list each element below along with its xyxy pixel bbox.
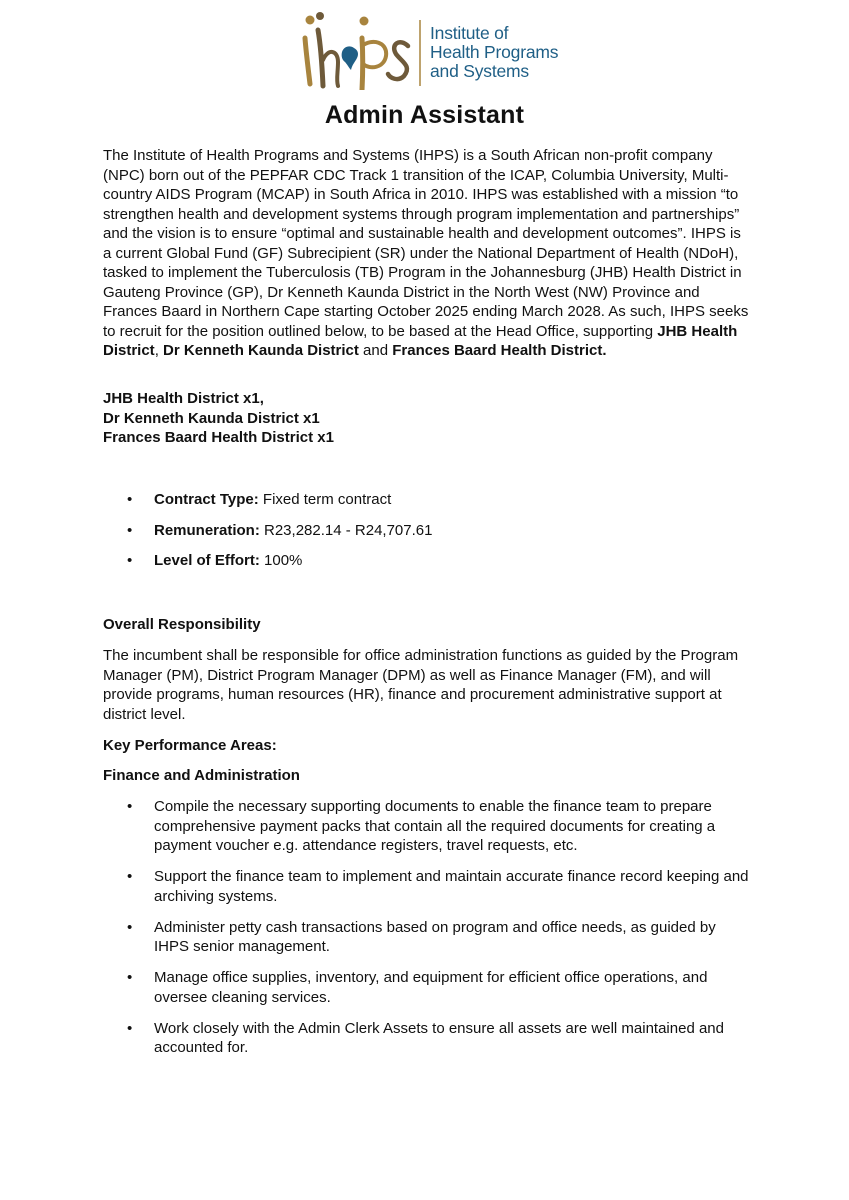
detail-label: Level of Effort: <box>154 552 260 569</box>
list-item-text: Work closely with the Admin Clerk Assets to ensure all assets are well maintained and accounted for. <box>154 1019 724 1056</box>
logo-line-2: Health Programs <box>430 42 559 62</box>
intro-sep-2: and <box>358 342 393 359</box>
intro-bold-jhb: JHB Health District <box>103 322 738 359</box>
bullet-icon: • <box>127 969 133 986</box>
logo-line-1: Institute of <box>430 23 509 43</box>
intro-bold-kaunda: Dr Kenneth Kaunda District <box>163 342 359 359</box>
bullet-icon: • <box>127 868 133 885</box>
district-item: Dr Kenneth Kaunda District x1 <box>103 409 320 427</box>
overall-responsibility-text: The incumbent shall be responsible for office administration functions as guided by the Program Manager (PM), District Program Manager (DPM) as well as Finance Manager (FM), and will provide programs, human resources (HR), finance and procurement administrative support at district level. <box>103 647 739 723</box>
finance-admin-list <box>103 797 753 1069</box>
list-item <box>103 968 753 1007</box>
district-item: JHB Health District x1, <box>103 390 264 407</box>
intro-paragraph <box>103 146 753 361</box>
overall-responsibility-heading: Overall Responsibility <box>103 616 261 633</box>
page-title: Admin Assistant <box>324 101 525 129</box>
district-item: Frances Baard Health District x1 <box>103 429 334 446</box>
list-item-text: Support the finance team to implement and maintain accurate finance record keeping and archiving systems. <box>154 868 749 905</box>
bullet-icon: • <box>127 491 133 508</box>
bullet-icon: • <box>127 918 133 936</box>
district-list <box>103 389 753 448</box>
intro-text: The Institute of Health Programs and Systems (IHPS) is a South African non-profit company (NPC) born out of the PEPFAR CDC Track 1 transition of the ICAP, Columbia University, Multi-country AIDS Program (MCAP) in South Africa in 2010. IHPS was established with a mission “to strengthen health and development systems through program implementation and partnerships” and the vision is to ensure “optimal and sustainable health and development outcomes”. IHPS is a current Global Fund (GF) Subrecipient (SR) under the National Department of Health (NDoH), tasked to implement the Tuberculosis (TB) Program in the Johannesburg (JHB) Health District in Gauteng Province (GP), Dr Kenneth Kaunda District in the North West (NW) Province and Frances Baard in Northern Cape starting October 2025 ending March 2028. As such, IHPS seeks to recruit for the position outlined below, to be based at the Head Office, supporting <box>103 147 749 340</box>
detail-value: R23,282.14 - R24,707.61 <box>259 521 433 539</box>
list-item-text: Administer petty cash transactions based on program and office needs, as guided by IHPS senior management. <box>154 918 716 955</box>
ihps-logo-wordmark <box>430 24 558 81</box>
logo-line-3: and Systems <box>430 61 529 81</box>
detail-item <box>103 551 753 571</box>
intro-bold-baard: Frances Baard Health District. <box>392 342 607 359</box>
list-item <box>103 867 753 906</box>
detail-value: 100% <box>259 552 303 569</box>
list-item <box>103 797 753 856</box>
ihps-logo <box>296 12 566 90</box>
list-item <box>103 918 753 957</box>
detail-label: Contract Type: <box>154 491 259 508</box>
position-details <box>103 490 753 582</box>
bullet-icon: • <box>127 798 133 815</box>
finance-admin-heading: Finance and Administration <box>103 767 300 784</box>
detail-value: Fixed term contract <box>258 491 392 508</box>
bullet-icon: • <box>127 1019 133 1037</box>
bullet-icon: • <box>127 552 133 569</box>
list-item-text: Compile the necessary supporting documents to enable the finance team to prepare comprehensive payment packs that contain all the required documents for creating a payment voucher e.g. attendance registers, travel requests, etc. <box>154 798 716 854</box>
detail-label: Remuneration: <box>154 521 260 539</box>
key-performance-areas-heading: Key Performance Areas: <box>103 737 277 754</box>
intro-sep-1: , <box>154 342 164 359</box>
ihps-logo-mark-icon <box>296 12 422 90</box>
list-item-text: Manage office supplies, inventory, and equipment for efficient office operations, and oversee cleaning services. <box>154 969 708 1006</box>
bullet-icon: • <box>127 521 133 539</box>
detail-item <box>103 521 753 541</box>
list-item <box>103 1019 753 1058</box>
detail-item <box>103 490 753 510</box>
